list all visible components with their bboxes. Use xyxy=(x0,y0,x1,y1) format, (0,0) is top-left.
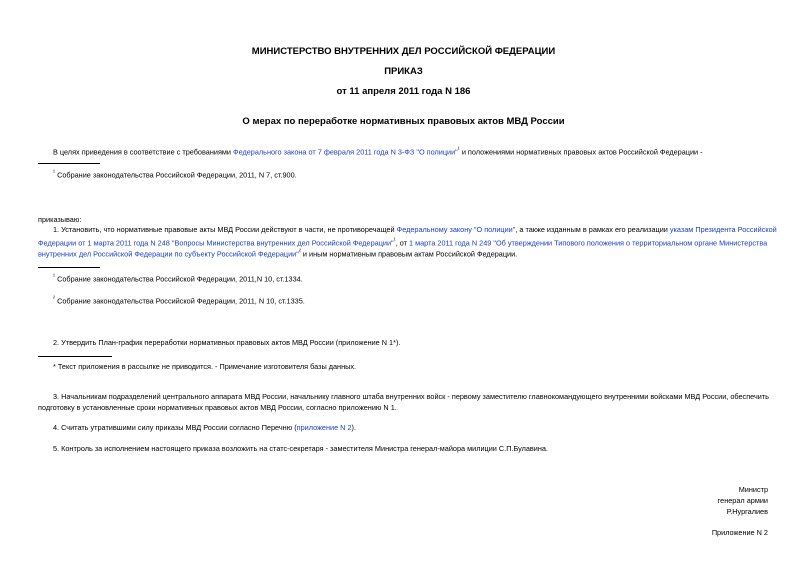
signature-name: Р.Нургалиев xyxy=(726,507,768,516)
footnote-text: Текст приложения в рассылке не приводится. - Примечание изготовителя базы данных. xyxy=(57,362,357,371)
item-2: 2. Утвердить План-график переработки нормативных правовых актов МВД России (приложение N 1*). xyxy=(53,338,401,347)
item-4 xyxy=(53,422,356,433)
item-3-line-2: подготовку в установленные сроки нормативных правовых актов МВД России, согласно приложению N 1. xyxy=(38,403,397,412)
federal-law-link[interactable]: Федерального закона от 7 февраля 2011 года N 3-ФЗ "О полиции" xyxy=(233,147,458,157)
footnote-3 xyxy=(53,293,305,306)
ministry-title: МИНИСТЕРСТВО ВНУТРЕННИХ ДЕЛ РОССИЙСКОЙ ФЕДЕРАЦИИ xyxy=(251,46,556,57)
item-3-line-1: 3. Начальникам подразделений центрального аппарата МВД России, начальнику главного штаба внутренних войск - первому заместителю главнокомандующего внутренними войсками МВД России, обеспечить xyxy=(53,392,769,401)
item-1-text: 1. Установить, что нормативные правовые акты МВД России действуют в части, не противоречащей xyxy=(53,225,397,234)
preamble-text-end: и положениями нормативных правовых актов Российской Федерации - xyxy=(459,147,703,157)
preamble-text: В целях приведения в соответствие с требованиями xyxy=(53,147,234,157)
footnote-marker: ¹ xyxy=(393,237,396,244)
order-word: приказываю: xyxy=(38,215,82,224)
police-law-link[interactable]: Федеральному закону "О полиции" xyxy=(396,225,516,234)
appendix-label: Приложение N 2 xyxy=(711,528,768,537)
item-1-line-1 xyxy=(53,224,777,235)
footnote-divider xyxy=(38,356,112,357)
footnote-2 xyxy=(53,271,303,284)
footnote-text: Собрание законодательства Российской Федерации, 2011, N 10, ст.1335. xyxy=(57,296,305,306)
footnote-1 xyxy=(53,167,297,180)
decree-248-link[interactable]: Федерации от 1 марта 2011 года N 248 "Вопросы Министерства внутренних дел Российской Федерации" xyxy=(38,238,394,248)
item-1-text: , а также изданным в рамках его реализации xyxy=(515,225,670,234)
president-decrees-link[interactable]: указам Президента Российской xyxy=(669,225,777,234)
footnote-marker: * xyxy=(53,362,56,371)
item-1-text: и иным нормативным правовым актам Российской Федерации. xyxy=(300,249,518,259)
item-4-tail: ). xyxy=(351,423,356,432)
item-5: 5. Контроль за исполнением настоящего приказа возложить на статс-секретаря - заместителя Министра генерал-майора милиции С.П.Булавина. xyxy=(53,444,548,453)
footnote-4 xyxy=(53,361,356,372)
item-1-line-3 xyxy=(38,246,517,259)
preamble xyxy=(53,144,703,157)
footnote-divider xyxy=(38,267,100,268)
document-subject: О мерах по переработке нормативных правовых актов МВД России xyxy=(242,116,565,127)
item-1-text: , от xyxy=(395,238,410,248)
footnote-text: Собрание законодательства Российской Федерации, 2011,N 10, ст.1334. xyxy=(57,274,303,284)
appendix-2-link[interactable]: приложение N 2 xyxy=(296,423,352,432)
footnote-divider xyxy=(38,163,100,164)
document-date-number: от 11 апреля 2011 года N 186 xyxy=(336,86,471,97)
document-type: ПРИКАЗ xyxy=(384,66,423,77)
signature-title: Министр xyxy=(738,485,768,494)
footnote-marker: ² xyxy=(53,295,56,302)
item-4-text: 4. Считать утратившими силу приказы МВД России согласно Перечню ( xyxy=(53,423,297,432)
decree-249-link-cont[interactable]: внутренних дел Российской Федерации по субъекту Российской Федерации" xyxy=(38,249,299,259)
footnote-text: Собрание законодательства Российской Федерации, 2011, N 7, ст.900. xyxy=(57,170,297,180)
footnote-marker: ¹ xyxy=(53,169,56,176)
footnote-marker: ² xyxy=(298,248,301,255)
decree-249-link[interactable]: 1 марта 2011 года N 249 "Об утверждении Типового положения о территориальном органе Министерства xyxy=(409,238,768,248)
footnote-marker: ¹ xyxy=(457,146,460,153)
signature-rank: генерал армии xyxy=(717,496,768,505)
footnote-marker: ¹ xyxy=(53,273,56,280)
